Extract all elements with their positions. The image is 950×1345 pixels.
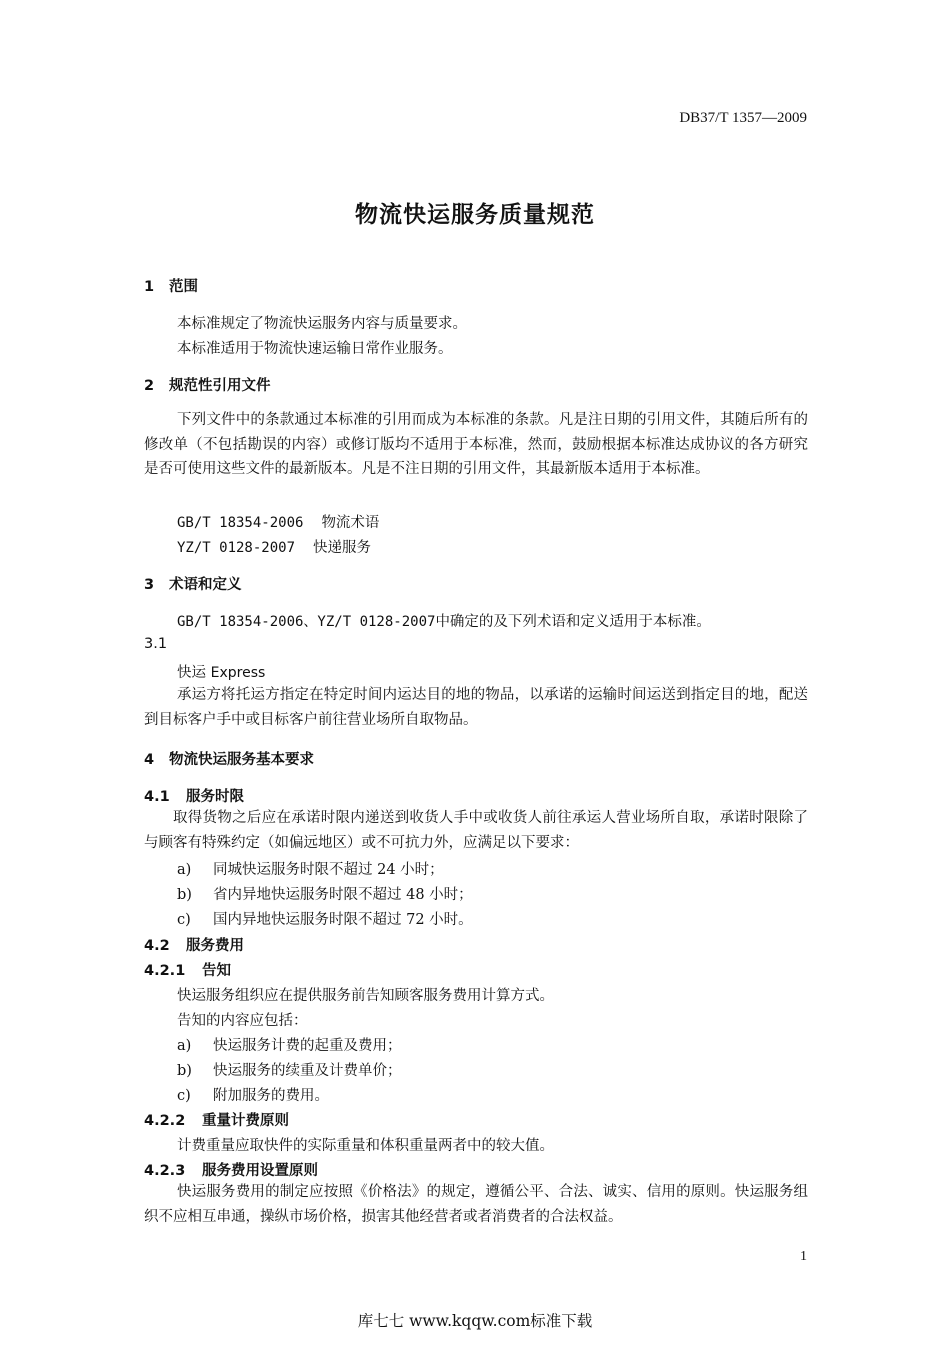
reference-name: 快递服务 bbox=[313, 540, 372, 556]
paragraph: 快运服务费用的制定应按照《价格法》的规定，遵循公平、合法、诚实、信用的原则。快运服务组织不应相互串通，操纵市场价格，损害其他经营者或者消费者的合法权益。 bbox=[144, 1184, 808, 1225]
list-marker: b) bbox=[177, 887, 192, 903]
term-en: Express bbox=[210, 665, 266, 681]
section-number: 1 bbox=[144, 279, 155, 295]
section-number: 4 bbox=[144, 752, 155, 768]
list-item bbox=[177, 1084, 329, 1105]
reference-code: GB/T 18354-2006 bbox=[177, 515, 304, 531]
section-4-heading bbox=[144, 748, 314, 769]
document-title: 物流快运服务质量规范 bbox=[355, 202, 595, 228]
clause-number: 4.2 bbox=[144, 938, 170, 954]
reference-name: 物流术语 bbox=[321, 515, 380, 531]
term-definition: 承运方将托运方指定在特定时间内运达目的地的物品，以承诺的运输时间运送到指定目的地，配送到目标客户手中或目标客户前往营业场所自取物品。 bbox=[144, 687, 808, 728]
reference-codes: GB/T 18354-2006、YZ/T 0128-2007 bbox=[177, 614, 436, 630]
list-item bbox=[177, 858, 444, 879]
clause-4-2-1-heading bbox=[144, 959, 231, 980]
section-title: 规范性引用文件 bbox=[169, 378, 271, 394]
clause-title: 服务费用 bbox=[186, 938, 244, 954]
list-item bbox=[177, 1059, 402, 1080]
clause-number: 4.2.3 bbox=[144, 1163, 186, 1179]
page-number: 1 bbox=[800, 1249, 807, 1264]
clause-number: 4.1 bbox=[144, 789, 170, 805]
term-entry bbox=[177, 661, 265, 682]
paragraph: 下列文件中的条款通过本标准的引用而成为本标准的条款。凡是注日期的引用文件，其随后所有的修改单（不包括勘误的内容）或修订版均不适用于本标准，然而，鼓励根据本标准达成协议的各方研究是否可使用这些文件的最新版本。凡是不注日期的引用文件，其最新版本适用于本标准。 bbox=[144, 412, 808, 478]
section-title: 物流快运服务基本要求 bbox=[169, 752, 314, 768]
clause-title: 服务时限 bbox=[186, 789, 244, 805]
paragraph: 本标准适用于物流快速运输日常作业服务。 bbox=[177, 341, 453, 357]
list-text: 国内异地快运服务时限不超过 72 小时。 bbox=[213, 912, 473, 928]
section-number: 2 bbox=[144, 378, 155, 394]
list-text: 同城快运服务时限不超过 24 小时； bbox=[213, 862, 444, 878]
clause-title: 重量计费原则 bbox=[202, 1113, 289, 1129]
paragraph: 快运服务组织应在提供服务前告知顾客服务费用计算方式。 bbox=[177, 988, 554, 1004]
list-text: 省内异地快运服务时限不超过 48 小时； bbox=[213, 887, 473, 903]
clause-4-2-heading bbox=[144, 934, 244, 955]
section-title: 范围 bbox=[169, 279, 198, 295]
section-title: 术语和定义 bbox=[169, 577, 242, 593]
paragraph: 告知的内容应包括： bbox=[177, 1013, 308, 1029]
paragraph: 本标准规定了物流快运服务内容与质量要求。 bbox=[177, 316, 467, 332]
paragraph: 计费重量应取快件的实际重量和体积重量两者中的较大值。 bbox=[177, 1138, 554, 1154]
list-marker: c) bbox=[177, 912, 191, 928]
clause-number: 4.2.1 bbox=[144, 963, 186, 979]
subclause-3-1-number: 3.1 bbox=[144, 636, 168, 652]
section-3-heading bbox=[144, 573, 242, 594]
list-marker: a) bbox=[177, 862, 192, 878]
list-marker: a) bbox=[177, 1038, 192, 1054]
standard-code: DB37/T 1357—2009 bbox=[679, 110, 807, 126]
clause-title: 告知 bbox=[202, 963, 231, 979]
section-1-heading bbox=[144, 275, 198, 296]
clause-4-2-2-heading bbox=[144, 1109, 289, 1130]
list-text: 快运服务计费的起重及费用； bbox=[213, 1038, 402, 1054]
reference-item bbox=[177, 511, 379, 532]
clause-4-1-heading bbox=[144, 785, 244, 806]
clause-number: 4.2.2 bbox=[144, 1113, 186, 1129]
list-item bbox=[177, 883, 473, 904]
list-text: 快运服务的续重及计费单价； bbox=[213, 1063, 402, 1079]
clause-4-2-3-heading bbox=[144, 1159, 318, 1180]
list-text: 附加服务的费用。 bbox=[213, 1088, 329, 1104]
list-item bbox=[177, 1034, 402, 1055]
paragraph bbox=[177, 610, 711, 631]
intro-text: 中确定的及下列术语和定义适用于本标准。 bbox=[435, 614, 711, 630]
reference-code: YZ/T 0128-2007 bbox=[177, 540, 296, 556]
list-marker: b) bbox=[177, 1063, 192, 1079]
section-2-heading bbox=[144, 374, 271, 395]
clause-title: 服务费用设置原则 bbox=[202, 1163, 318, 1179]
list-marker: c) bbox=[177, 1088, 191, 1104]
term-cn: 快运 bbox=[177, 665, 206, 681]
reference-item bbox=[177, 536, 371, 557]
list-item bbox=[177, 908, 473, 929]
section-number: 3 bbox=[144, 577, 155, 593]
paragraph: 取得货物之后应在承诺时限内递送到收货人手中或收货人前往承运人营业场所自取，承诺时限除了与顾客有特殊约定（如偏远地区）或不可抗力外，应满足以下要求： bbox=[144, 810, 808, 851]
footer-watermark: 库七七 www.kqqw.com标准下载 bbox=[357, 1312, 593, 1330]
